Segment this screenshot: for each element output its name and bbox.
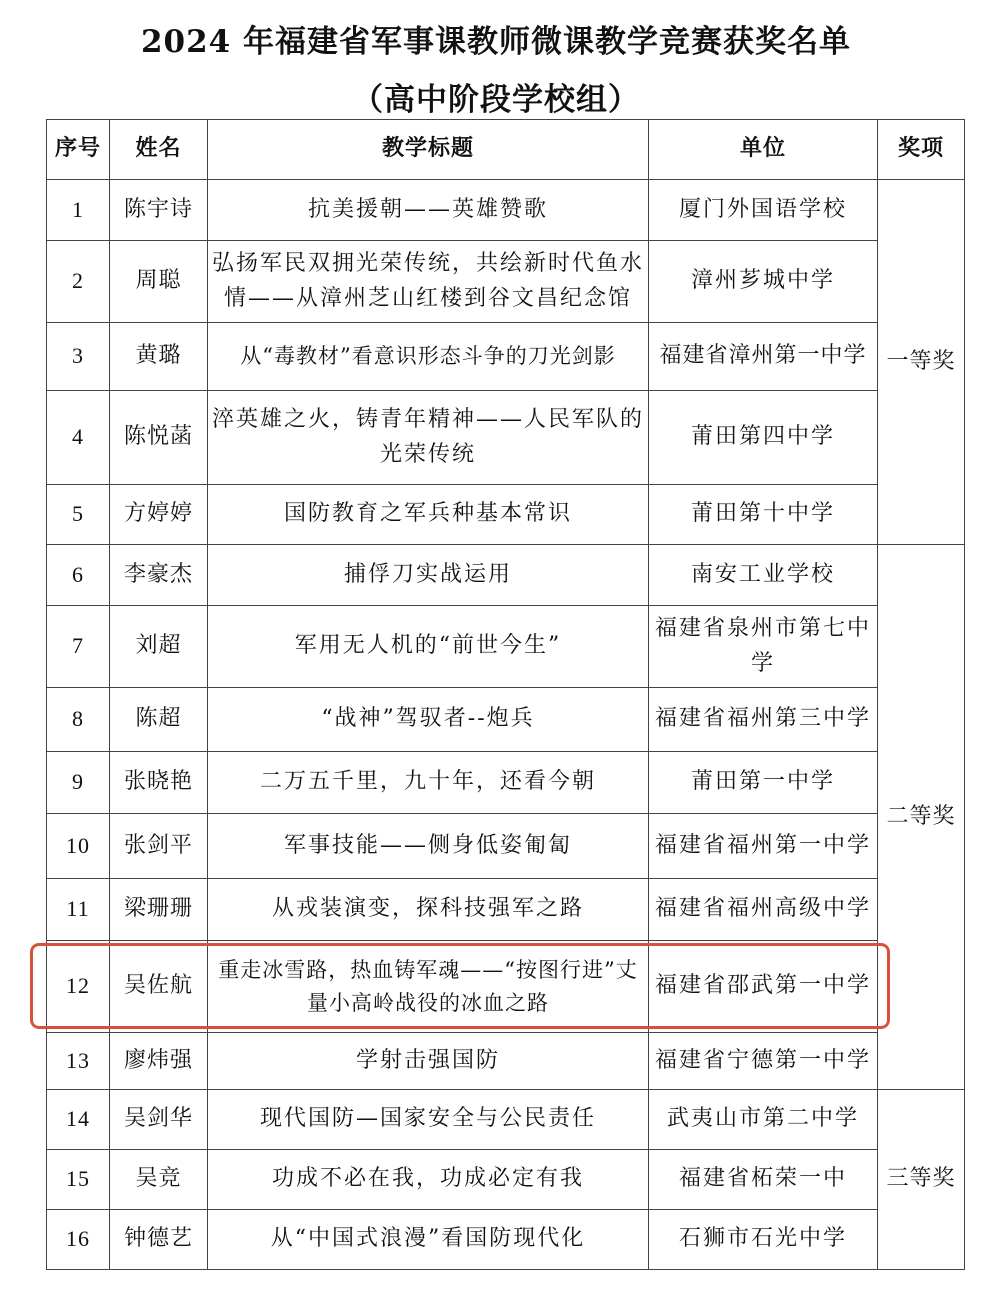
cell-topic: 从“毒教材”看意识形态斗争的刀光剑影 (208, 323, 649, 391)
cell-topic: 军用无人机的“前世今生” (208, 606, 649, 688)
table-row (47, 879, 965, 941)
cell-unit: 厦门外国语学校 (649, 180, 878, 241)
table-row (47, 1033, 965, 1090)
table-row (47, 606, 965, 688)
cell-topic: 功成不必在我，功成必定有我 (208, 1150, 649, 1210)
cell-name: 吴竞 (110, 1150, 208, 1210)
award-table (46, 119, 965, 1270)
table-row (47, 1150, 965, 1210)
header-unit: 单位 (649, 120, 878, 180)
cell-name: 钟德艺 (110, 1210, 208, 1270)
cell-name: 张剑平 (110, 814, 208, 879)
cell-unit: 莆田第十中学 (649, 485, 878, 545)
header-name: 姓名 (110, 120, 208, 180)
cell-no: 4 (47, 391, 110, 485)
cell-name: 张晓艳 (110, 752, 208, 814)
cell-topic: 二万五千里，九十年，还看今朝 (208, 752, 649, 814)
cell-name: 李豪杰 (110, 545, 208, 606)
cell-topic: 抗美援朝——英雄赞歌 (208, 180, 649, 241)
table-row (47, 545, 965, 606)
table-header-row (47, 120, 965, 180)
cell-no: 5 (47, 485, 110, 545)
cell-name: 廖炜强 (110, 1033, 208, 1090)
cell-no: 7 (47, 606, 110, 688)
cell-name: 陈悦菡 (110, 391, 208, 485)
cell-no: 11 (47, 879, 110, 941)
cell-topic: “战神”驾驭者--炮兵 (208, 688, 649, 752)
cell-name: 周聪 (110, 241, 208, 323)
document-subtitle: （高中阶段学校组） (352, 82, 640, 118)
cell-unit: 福建省漳州第一中学 (649, 323, 878, 391)
cell-no: 16 (47, 1210, 110, 1270)
highlight-box (30, 943, 890, 1029)
cell-no: 14 (47, 1090, 110, 1150)
cell-topic: 学射击强国防 (208, 1033, 649, 1090)
header-no: 序号 (47, 120, 110, 180)
cell-topic: 从戎装演变，探科技强军之路 (208, 879, 649, 941)
cell-unit: 漳州芗城中学 (649, 241, 878, 323)
cell-no: 13 (47, 1033, 110, 1090)
document-title: 2024 年福建省军事课教师微课教学竞赛获奖名单 (140, 24, 852, 60)
cell-topic: 现代国防—国家安全与公民责任 (208, 1090, 649, 1150)
cell-no: 15 (47, 1150, 110, 1210)
cell-topic: 国防教育之军兵种基本常识 (208, 485, 649, 545)
cell-name: 黄璐 (110, 323, 208, 391)
table-row (47, 752, 965, 814)
cell-no: 3 (47, 323, 110, 391)
cell-name: 吴剑华 (110, 1090, 208, 1150)
cell-no: 1 (47, 180, 110, 241)
cell-no: 8 (47, 688, 110, 752)
cell-unit: 南安工业学校 (649, 545, 878, 606)
cell-unit: 福建省宁德第一中学 (649, 1033, 878, 1090)
cell-unit: 福建省福州高级中学 (649, 879, 878, 941)
cell-name: 刘超 (110, 606, 208, 688)
cell-unit: 福建省邵武第一中学 (649, 941, 878, 1033)
cell-award-second: 二等奖 (878, 545, 965, 1090)
table-row (47, 241, 965, 323)
cell-no: 9 (47, 752, 110, 814)
cell-topic: 重走冰雪路，热血铸军魂——“按图行进”丈量小高岭战役的冰血之路 (208, 941, 649, 1033)
table-row (47, 180, 965, 241)
header-topic: 教学标题 (208, 120, 649, 180)
cell-unit: 福建省柘荣一中 (649, 1150, 878, 1210)
table-row (47, 323, 965, 391)
table-row (47, 814, 965, 879)
table-row (47, 688, 965, 752)
cell-topic: 捕俘刀实战运用 (208, 545, 649, 606)
cell-unit: 莆田第一中学 (649, 752, 878, 814)
cell-name: 梁珊珊 (110, 879, 208, 941)
cell-topic: 军事技能——侧身低姿匍匐 (208, 814, 649, 879)
table-row (47, 1210, 965, 1270)
cell-award-first: 一等奖 (878, 180, 965, 545)
cell-unit: 莆田第四中学 (649, 391, 878, 485)
table-row (47, 1090, 965, 1150)
cell-no: 6 (47, 545, 110, 606)
cell-no: 12 (47, 941, 110, 1033)
table-row (47, 391, 965, 485)
cell-name: 陈超 (110, 688, 208, 752)
cell-topic: 从“中国式浪漫”看国防现代化 (208, 1210, 649, 1270)
cell-unit: 福建省泉州市第七中学 (649, 606, 878, 688)
cell-no: 2 (47, 241, 110, 323)
cell-name: 陈宇诗 (110, 180, 208, 241)
cell-unit: 武夷山市第二中学 (649, 1090, 878, 1150)
cell-award-third: 三等奖 (878, 1090, 965, 1270)
table-row (47, 485, 965, 545)
cell-unit: 福建省福州第一中学 (649, 814, 878, 879)
cell-unit: 福建省福州第三中学 (649, 688, 878, 752)
cell-name: 吴佐航 (110, 941, 208, 1033)
cell-topic: 弘扬军民双拥光荣传统，共绘新时代鱼水情——从漳州芝山红楼到谷文昌纪念馆 (208, 241, 649, 323)
cell-topic: 淬英雄之火，铸青年精神——人民军队的光荣传统 (208, 391, 649, 485)
cell-no: 10 (47, 814, 110, 879)
header-award: 奖项 (878, 120, 965, 180)
cell-name: 方婷婷 (110, 485, 208, 545)
cell-unit: 石狮市石光中学 (649, 1210, 878, 1270)
